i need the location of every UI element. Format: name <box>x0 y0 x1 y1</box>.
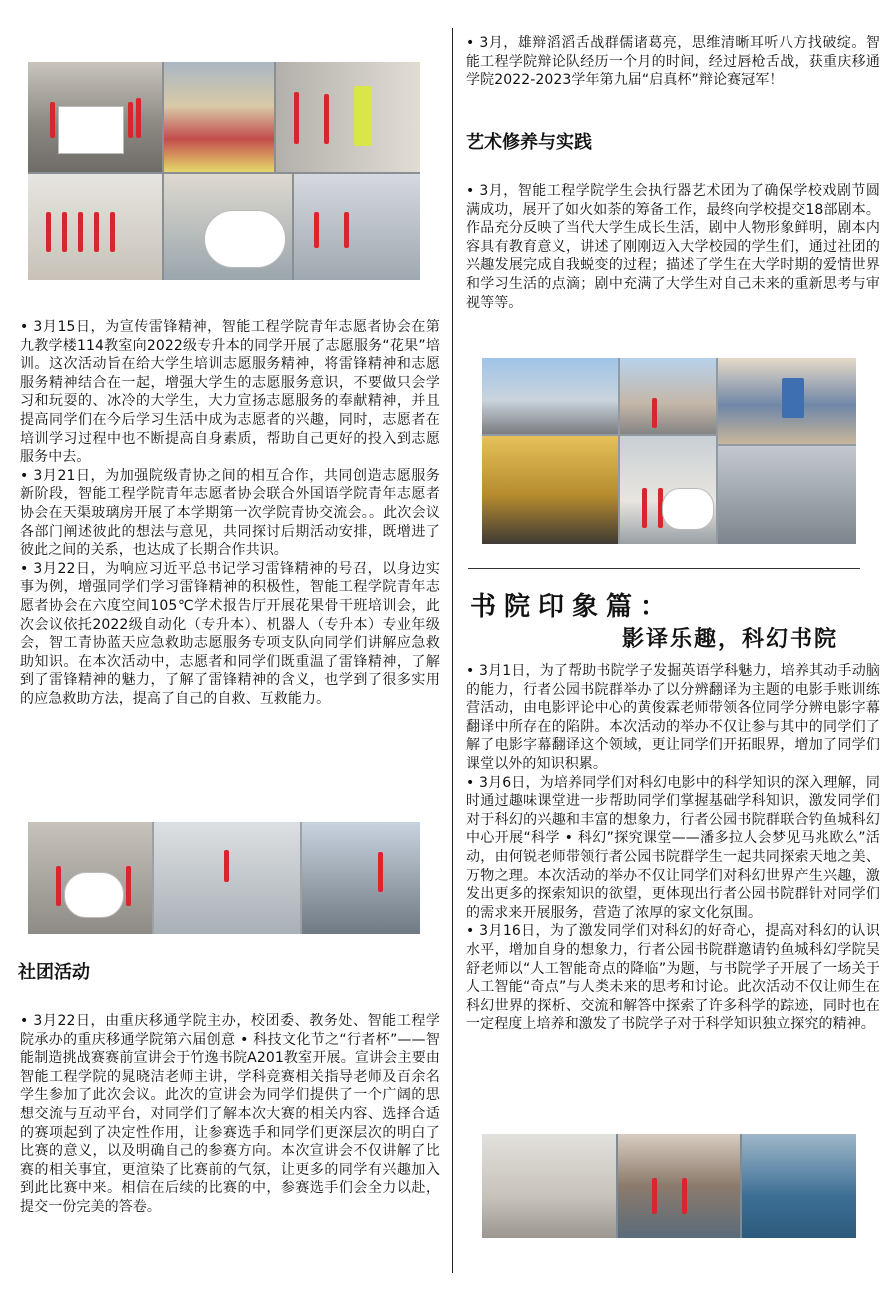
column-divider <box>452 28 453 1273</box>
art-photo-collage <box>482 358 856 544</box>
debate-paragraph: • 3月，雄辩滔滔舌战群儒诸葛亮，思维清晰耳听八方找破绽。智能工程学院辩论队经历一个月的时间，经过唇枪舌战，获重庆移通学院2022-2023学年第九届“启真杯”辩论赛冠军！ <box>466 35 880 89</box>
club-activity-title: 社团活动 <box>18 962 90 983</box>
section-divider-line <box>468 568 860 569</box>
academy-impression-title: 书院印象篇： <box>470 592 675 622</box>
academy-photo-collage <box>482 1134 856 1238</box>
volunteer-paragraph: • 3月15日，为宣传雷锋精神，智能工程学院青年志愿者协会在第九教学楼114教室向2022级专升本的同学开展了志愿服务“花果”培训。这次活动旨在给大学生培训志愿服务精神，将雷锋精神和志愿服务精神结合在一起，增强大学生的志愿服务意识，不要做只会学习和玩耍的、冰冷的大学生，大力宣扬志愿服务的奉献精神，并且提高同学们在今后学习生活中成为志愿者的兴趣，同时，志愿者在培训学习过程中也不断提高自身素质，帮助自己更好的投入到志愿服务中去。 • 3月21日，为加强院级青协之间的相互合作，共同创造志愿服务新阶段，智能工程学院青年志愿者协会联合外国语学院青年志愿者协会在天渠玻璃房开展了本学期第一次学院青协交流会。。此次会议各部门阐述彼此的想法与意见，共同探讨后期活动安排，既增进了彼此之间的关系，也达成了长期合作共识。 • 3月22日，为响应习近平总书记学习雷锋精神的号召，以身边实事为例，增强同学们学习雷锋精神的积极性，智能工程学院青年志愿者协会在六度空间105℃学术报告厅开展花果骨干班培训会，此次会议依托2022级自动化（专升本）、机器人（专升本）专业年级会，智工青协蓝天应急救助志愿服务专项支队向同学们讲解应急救助知识。在本次活动中，志愿者和同学们既重温了雷锋精神，了解到了雷锋精神的魅力，了解了雷锋精神的含义，也学到了很多实用的应急救助方法，提高了自己的自救、互救能力。 <box>20 319 440 707</box>
training-photo-collage <box>28 822 420 934</box>
art-section-title: 艺术修养与实践 <box>466 132 592 153</box>
academy-subtitle: 影译乐趣，科幻书院 <box>622 627 839 652</box>
academy-paragraph: • 3月1日，为了帮助书院学子发掘英语学科魅力，培养其动手动脑的能力，行者公园书院群举办了以分辨翻译为主题的电影手账训练营活动，由电影评论中心的黄俊霖老师带领各位同学分辨电影字幕翻译中所存在的陷阱。本次活动的举办不仅让参与其中的同学们了解了电影字幕翻译这个领域，更让同学们开拓眼界，增加了同学们课堂以外的知识积累。 • 3月6日，为培养同学们对科幻电影中的科学知识的深入理解，同时通过趣味课堂进一步帮助同学们掌握基础学科知识，激发同学们对于科幻的兴趣和丰富的想象力，行者公园书院群联合钓鱼城科幻中心开展“科学 • 科幻”探究课堂——潘多拉人会梦见马兆欧么”活动，由何锐老师带领行者公园书院群学生一起共同探索天地之美、万物之理。本次活动的举办不仅让同学们对科幻世界产生兴趣，激发出更多的探索知识的欲望，更体现出行者公园书院群针对同学们的需求来开展服务，营造了浓厚的家文化氛围。 • 3月16日，为了激发同学们对科幻的好奇心，提高对科幻的认识水平，增加自身的想象力，行者公园书院群邀请钓鱼城科幻学院吴舒老师以“人工智能奇点的降临”为题，与书院学子开展了一场关于人工智能“奇点”与人类未来的思考和讨论。此次活动不仅让师生在科幻世界的探析、交流和解答中探索了许多科学的踪迹，同时也在一定程度上培养和激发了书院学子对于科学知识独立探究的精神。 <box>466 663 880 1033</box>
art-paragraph: • 3月，智能工程学院学生会执行器艺术团为了确保学校戏剧节圆满成功，展开了如火如荼的筹备工作，最终向学校提交18部剧本。作品充分反映了当代大学生成长生活，剧中人物形象鲜明，剧本内容具有教育意义，讲述了刚刚迈入大学校园的学生们，通过社团的兴趣发展完成自我蜕变的过程；描述了学生在大学时期的爱情世界和学习生活的点滴；剧中充满了大学生对自己未来的重新思考与审视等等。 <box>466 183 880 311</box>
club-activity-paragraph: • 3月22日，由重庆移通学院主办，校团委、教务处、智能工程学院承办的重庆移通学院第六届创意 • 科技文化节之“行者杯”——智能制造挑战赛赛前宣讲会于竹逸书院A201教室开展。宣讲会主要由智能工程学院的晁晓洁老师主讲，学科竞赛相关指导老师及百余名学生参加了此次会议。此次的宣讲会为同学们提供了一个广阔的思想交流与互动平台，对同学们了解本次大赛的相关内容、选择合适的赛项起到了决定性作用，让参赛选手和同学们更深层次的明白了比赛的意义，以及明确自己的参赛方向。本次宣讲会不仅讲解了比赛的相关事宜，更渲染了比赛前的气氛，让更多的同学有兴趣加入到此比赛中来。相信在后续的比赛的中，参赛选手们会全力以赴，提交一份完美的答卷。 <box>20 1013 440 1215</box>
volunteer-photo-collage <box>28 62 420 280</box>
